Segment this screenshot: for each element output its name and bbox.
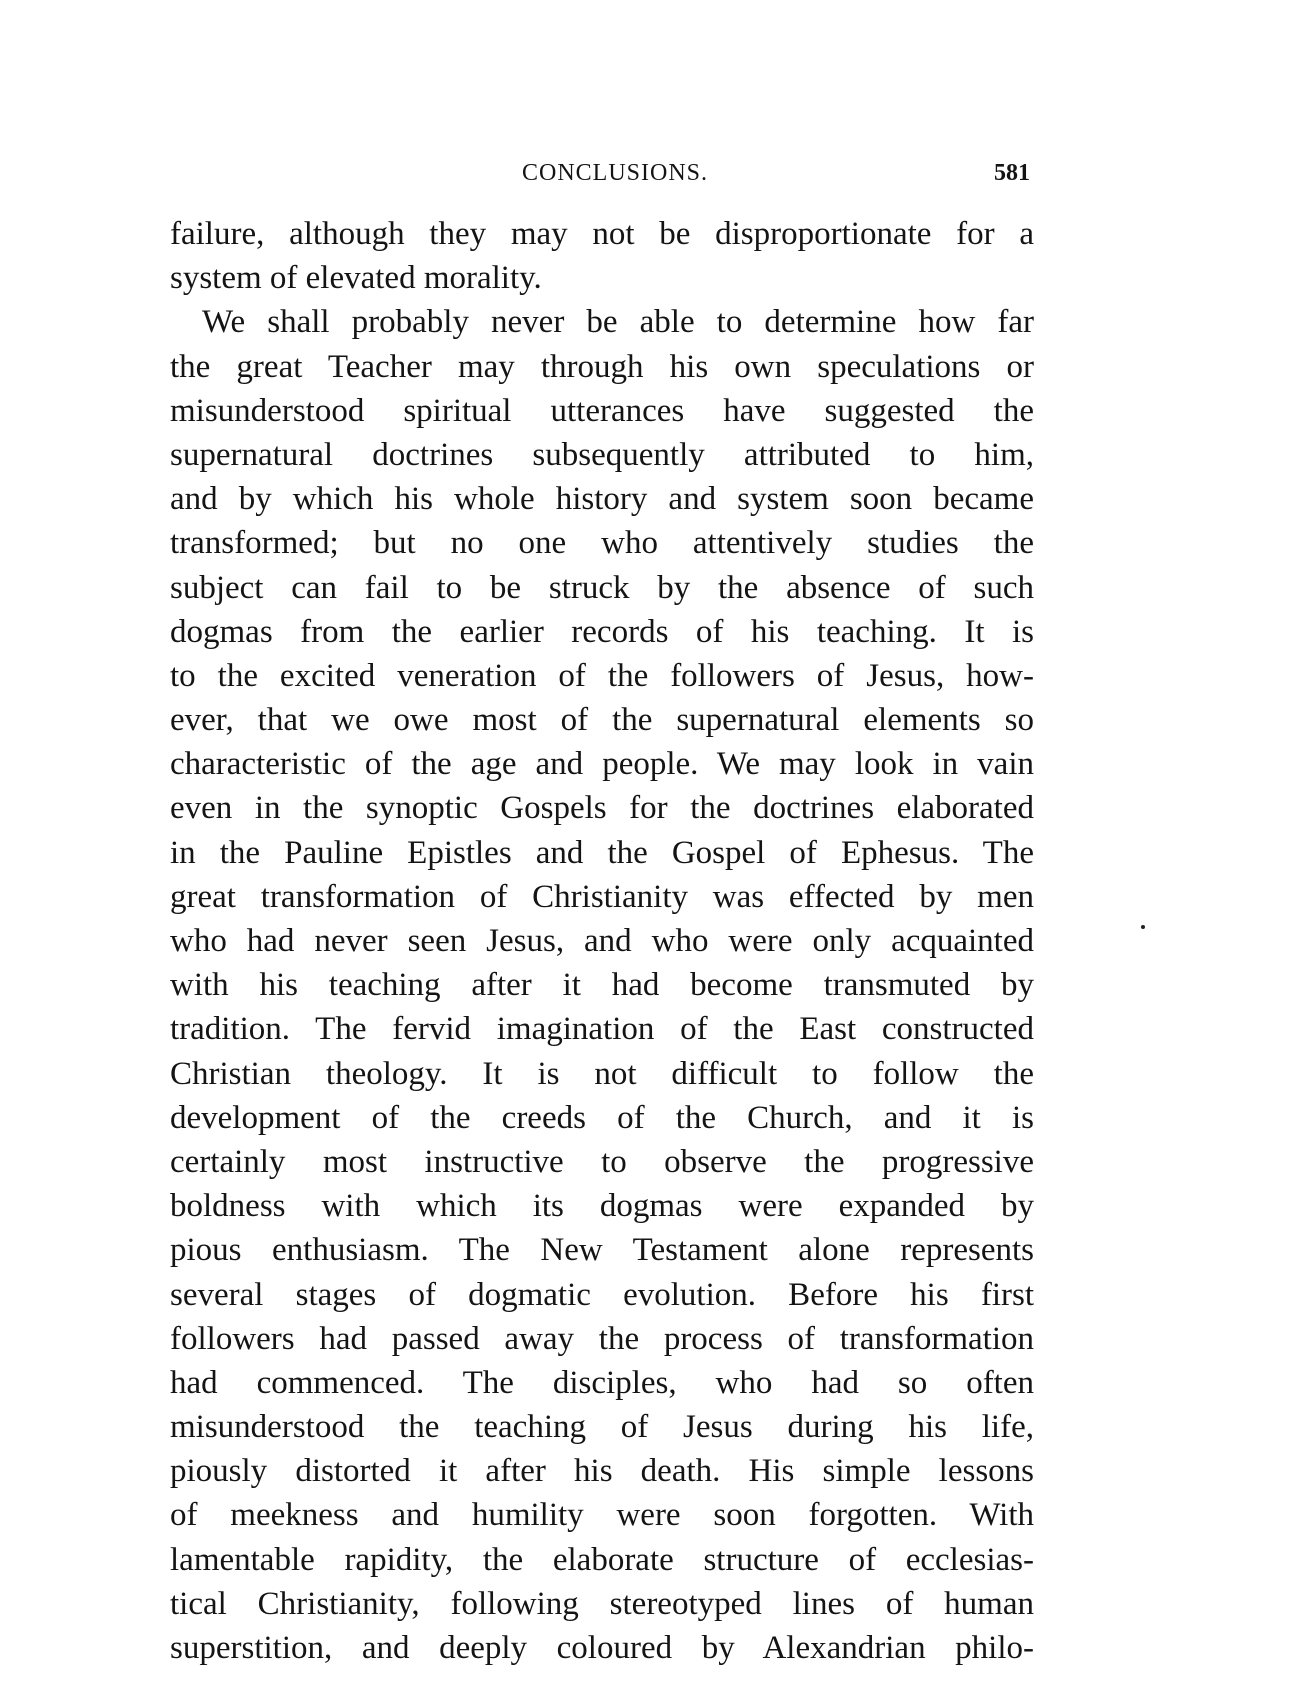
text-line: of meekness and humility were soon forgotten. With xyxy=(170,1497,1034,1534)
text-line: who had never seen Jesus, and who were only acquainted xyxy=(170,923,1034,959)
text-line: lamentable rapidity, the elaborate structure of ecclesias- xyxy=(170,1541,1034,1578)
text-line: transformed; but no one who attentively studies the xyxy=(170,525,1034,562)
text-line: characteristic of the age and people. We may look in vain xyxy=(170,746,1034,783)
text-line: several stages of dogmatic evolution. Before his first xyxy=(170,1276,1034,1313)
text-line: Christian theology. It is not difficult to follow the xyxy=(170,1055,1034,1092)
text-line: ever, that we owe most of the supernatural elements so xyxy=(170,702,1034,739)
text-line: even in the synoptic Gospels for the doctrines elaborated xyxy=(170,790,1034,827)
text-line: system of elevated morality. xyxy=(170,260,542,297)
page-number: 581 xyxy=(994,160,1030,186)
text-line: misunderstood the teaching of Jesus during his life, xyxy=(170,1409,1034,1446)
text-line: great transformation of Christianity was effected by men xyxy=(170,878,1034,915)
text-line: the great Teacher may through his own speculations or xyxy=(170,348,1034,385)
text-line: development of the creeds of the Church, and it is xyxy=(170,1099,1034,1136)
text-line: misunderstood spiritual utterances have suggested the xyxy=(170,392,1034,429)
text-line: to the excited veneration of the followers of Jesus, how- xyxy=(170,657,1034,694)
body-text xyxy=(170,212,1034,1670)
text-line: subject can fail to be struck by the absence of such xyxy=(170,569,1034,606)
text-line: followers had passed away the process of transformation xyxy=(170,1320,1034,1357)
text-line: tradition. The fervid imagination of the East constructed xyxy=(170,1011,1034,1048)
running-title: CONCLUSIONS. xyxy=(521,160,709,186)
text-line: certainly most instructive to observe the progressive xyxy=(170,1143,1034,1180)
text-line: in the Pauline Epistles and the Gospel of Ephesus. The xyxy=(170,834,1034,871)
text-line: and by which his whole history and system soon became xyxy=(170,481,1034,518)
text-line: had commenced. The disciples, who had so often xyxy=(170,1364,1034,1401)
text-line: We shall probably never be able to determine how far xyxy=(202,304,1034,341)
text-line: pious enthusiasm. The New Testament alone represents xyxy=(170,1232,1034,1269)
text-line: dogmas from the earlier records of his teaching. It is xyxy=(170,613,1034,650)
text-line: tical Christianity, following stereotyped lines of human xyxy=(170,1585,1034,1622)
text-line: with his teaching after it had become transmuted by xyxy=(170,967,1034,1004)
ink-speck xyxy=(1141,925,1145,929)
running-head xyxy=(200,160,1030,194)
text-line: failure, although they may not be disproportionate for a xyxy=(170,216,1034,252)
text-line: boldness with which its dogmas were expanded by xyxy=(170,1188,1034,1225)
text-line: piously distorted it after his death. His simple lessons xyxy=(170,1453,1034,1490)
text-line: supernatural doctrines subsequently attributed to him, xyxy=(170,436,1034,473)
text-line: superstition, and deeply coloured by Alexandrian philo- xyxy=(170,1630,1034,1666)
